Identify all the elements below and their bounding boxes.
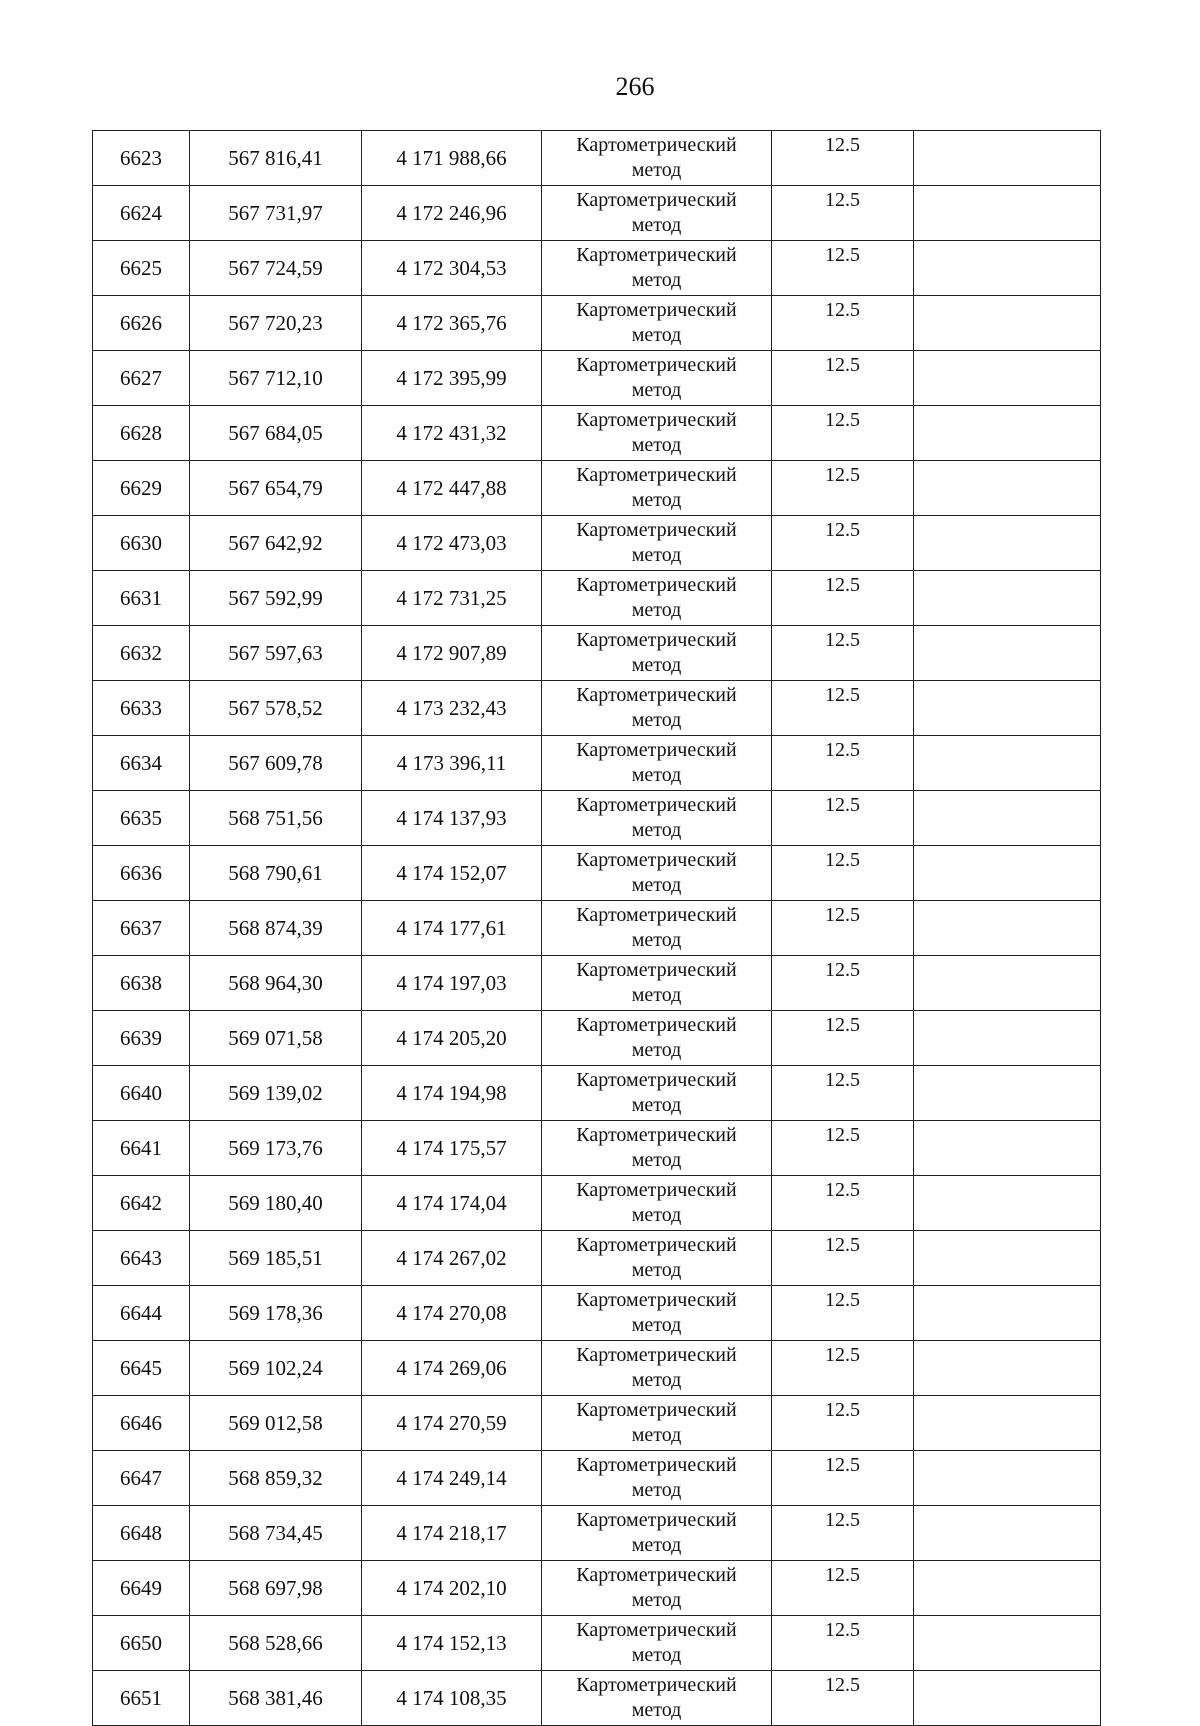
y-coordinate-cell: 4 171 988,66 bbox=[362, 131, 542, 186]
y-coordinate-cell: 4 173 232,43 bbox=[362, 681, 542, 736]
note-cell bbox=[914, 956, 1101, 1011]
note-cell bbox=[914, 516, 1101, 571]
x-coordinate-cell: 567 724,59 bbox=[190, 241, 362, 296]
note-cell bbox=[914, 1396, 1101, 1451]
method-line2: метод bbox=[631, 1424, 682, 1446]
y-coordinate-cell: 4 172 395,99 bbox=[362, 351, 542, 406]
method-line1: Картометрический bbox=[576, 739, 737, 761]
method-cell bbox=[542, 1066, 772, 1121]
method-line1: Картометрический bbox=[576, 849, 737, 871]
method-cell bbox=[542, 1506, 772, 1561]
y-coordinate-cell: 4 174 108,35 bbox=[362, 1671, 542, 1726]
table-row bbox=[93, 791, 1101, 846]
method-line1: Картометрический bbox=[576, 1014, 737, 1036]
method-cell bbox=[542, 1011, 772, 1066]
x-coordinate-cell: 569 173,76 bbox=[190, 1121, 362, 1176]
method-cell bbox=[542, 901, 772, 956]
method-line1: Картометрический bbox=[576, 1564, 737, 1586]
x-coordinate-cell: 567 720,23 bbox=[190, 296, 362, 351]
method-line1: Картометрический bbox=[576, 519, 737, 541]
method-cell bbox=[542, 571, 772, 626]
x-coordinate-cell: 567 592,99 bbox=[190, 571, 362, 626]
x-coordinate-cell: 569 185,51 bbox=[190, 1231, 362, 1286]
note-cell bbox=[914, 1451, 1101, 1506]
point-number-cell: 6645 bbox=[93, 1341, 190, 1396]
method-line2: метод bbox=[631, 1644, 682, 1666]
accuracy-cell: 12.5 bbox=[772, 1616, 914, 1671]
method-line1: Картометрический bbox=[576, 1619, 737, 1641]
table-row bbox=[93, 1231, 1101, 1286]
x-coordinate-cell: 569 180,40 bbox=[190, 1176, 362, 1231]
x-coordinate-cell: 567 731,97 bbox=[190, 186, 362, 241]
method-cell bbox=[542, 186, 772, 241]
point-number-cell: 6634 bbox=[93, 736, 190, 791]
table-row bbox=[93, 1671, 1101, 1726]
point-number-cell: 6639 bbox=[93, 1011, 190, 1066]
y-coordinate-cell: 4 174 267,02 bbox=[362, 1231, 542, 1286]
x-coordinate-cell: 567 597,63 bbox=[190, 626, 362, 681]
x-coordinate-cell: 567 578,52 bbox=[190, 681, 362, 736]
y-coordinate-cell: 4 174 202,10 bbox=[362, 1561, 542, 1616]
y-coordinate-cell: 4 172 473,03 bbox=[362, 516, 542, 571]
method-line2: метод bbox=[631, 709, 682, 731]
x-coordinate-cell: 567 654,79 bbox=[190, 461, 362, 516]
y-coordinate-cell: 4 172 304,53 bbox=[362, 241, 542, 296]
accuracy-cell: 12.5 bbox=[772, 1341, 914, 1396]
note-cell bbox=[914, 296, 1101, 351]
y-coordinate-cell: 4 172 365,76 bbox=[362, 296, 542, 351]
accuracy-cell: 12.5 bbox=[772, 1066, 914, 1121]
method-cell bbox=[542, 626, 772, 681]
accuracy-cell: 12.5 bbox=[772, 1506, 914, 1561]
table-row bbox=[93, 1561, 1101, 1616]
x-coordinate-cell: 568 874,39 bbox=[190, 901, 362, 956]
note-cell bbox=[914, 1231, 1101, 1286]
accuracy-cell: 12.5 bbox=[772, 516, 914, 571]
method-line2: метод bbox=[631, 764, 682, 786]
method-line1: Картометрический bbox=[576, 629, 737, 651]
coordinates-table bbox=[92, 130, 1101, 1726]
method-line2: метод bbox=[631, 324, 682, 346]
y-coordinate-cell: 4 174 152,13 bbox=[362, 1616, 542, 1671]
method-line1: Картометрический bbox=[576, 464, 737, 486]
y-coordinate-cell: 4 172 447,88 bbox=[362, 461, 542, 516]
x-coordinate-cell: 569 102,24 bbox=[190, 1341, 362, 1396]
method-line2: метод bbox=[631, 929, 682, 951]
x-coordinate-cell: 568 734,45 bbox=[190, 1506, 362, 1561]
point-number-cell: 6625 bbox=[93, 241, 190, 296]
accuracy-cell: 12.5 bbox=[772, 1396, 914, 1451]
method-line1: Картометрический bbox=[576, 794, 737, 816]
method-line2: метод bbox=[631, 1204, 682, 1226]
table-row bbox=[93, 1341, 1101, 1396]
point-number-cell: 6633 bbox=[93, 681, 190, 736]
point-number-cell: 6649 bbox=[93, 1561, 190, 1616]
method-line1: Картометрический bbox=[576, 1179, 737, 1201]
method-line2: метод bbox=[631, 1094, 682, 1116]
point-number-cell: 6638 bbox=[93, 956, 190, 1011]
x-coordinate-cell: 568 964,30 bbox=[190, 956, 362, 1011]
method-line2: метод bbox=[631, 544, 682, 566]
method-cell bbox=[542, 1616, 772, 1671]
method-line2: метод bbox=[631, 1589, 682, 1611]
accuracy-cell: 12.5 bbox=[772, 956, 914, 1011]
table-row bbox=[93, 1176, 1101, 1231]
method-line1: Картометрический bbox=[576, 299, 737, 321]
method-cell bbox=[542, 131, 772, 186]
method-cell bbox=[542, 1561, 772, 1616]
y-coordinate-cell: 4 172 431,32 bbox=[362, 406, 542, 461]
page-number: 266 bbox=[615, 72, 655, 101]
y-coordinate-cell: 4 174 269,06 bbox=[362, 1341, 542, 1396]
point-number-cell: 6632 bbox=[93, 626, 190, 681]
method-line2: метод bbox=[631, 984, 682, 1006]
y-coordinate-cell: 4 174 270,59 bbox=[362, 1396, 542, 1451]
table-row bbox=[93, 351, 1101, 406]
y-coordinate-cell: 4 174 205,20 bbox=[362, 1011, 542, 1066]
note-cell bbox=[914, 241, 1101, 296]
y-coordinate-cell: 4 172 731,25 bbox=[362, 571, 542, 626]
method-cell bbox=[542, 1231, 772, 1286]
accuracy-cell: 12.5 bbox=[772, 846, 914, 901]
note-cell bbox=[914, 1616, 1101, 1671]
table-row bbox=[93, 1506, 1101, 1561]
point-number-cell: 6644 bbox=[93, 1286, 190, 1341]
method-line2: метод bbox=[631, 269, 682, 291]
method-line1: Картометрический bbox=[576, 409, 737, 431]
method-cell bbox=[542, 1451, 772, 1506]
method-line1: Картометрический bbox=[576, 1674, 737, 1696]
y-coordinate-cell: 4 174 249,14 bbox=[362, 1451, 542, 1506]
x-coordinate-cell: 567 816,41 bbox=[190, 131, 362, 186]
accuracy-cell: 12.5 bbox=[772, 1561, 914, 1616]
method-line2: метод bbox=[631, 599, 682, 621]
note-cell bbox=[914, 1286, 1101, 1341]
y-coordinate-cell: 4 173 396,11 bbox=[362, 736, 542, 791]
table-row bbox=[93, 901, 1101, 956]
table-row bbox=[93, 1121, 1101, 1176]
point-number-cell: 6628 bbox=[93, 406, 190, 461]
method-cell bbox=[542, 791, 772, 846]
accuracy-cell: 12.5 bbox=[772, 1011, 914, 1066]
y-coordinate-cell: 4 174 194,98 bbox=[362, 1066, 542, 1121]
x-coordinate-cell: 568 697,98 bbox=[190, 1561, 362, 1616]
accuracy-cell: 12.5 bbox=[772, 1121, 914, 1176]
note-cell bbox=[914, 681, 1101, 736]
table-row bbox=[93, 406, 1101, 461]
method-line2: метод bbox=[631, 654, 682, 676]
method-line2: метод bbox=[631, 1534, 682, 1556]
point-number-cell: 6651 bbox=[93, 1671, 190, 1726]
note-cell bbox=[914, 1176, 1101, 1231]
method-line2: метод bbox=[631, 434, 682, 456]
method-cell bbox=[542, 516, 772, 571]
method-line2: метод bbox=[631, 1149, 682, 1171]
note-cell bbox=[914, 1066, 1101, 1121]
accuracy-cell: 12.5 bbox=[772, 406, 914, 461]
y-coordinate-cell: 4 174 197,03 bbox=[362, 956, 542, 1011]
note-cell bbox=[914, 736, 1101, 791]
note-cell bbox=[914, 1506, 1101, 1561]
note-cell bbox=[914, 186, 1101, 241]
accuracy-cell: 12.5 bbox=[772, 571, 914, 626]
x-coordinate-cell: 567 642,92 bbox=[190, 516, 362, 571]
note-cell bbox=[914, 1011, 1101, 1066]
table-row bbox=[93, 846, 1101, 901]
method-line2: метод bbox=[631, 214, 682, 236]
x-coordinate-cell: 569 012,58 bbox=[190, 1396, 362, 1451]
table-row bbox=[93, 736, 1101, 791]
table-row bbox=[93, 1451, 1101, 1506]
method-line1: Картометрический bbox=[576, 189, 737, 211]
point-number-cell: 6647 bbox=[93, 1451, 190, 1506]
method-line2: метод bbox=[631, 159, 682, 181]
point-number-cell: 6636 bbox=[93, 846, 190, 901]
table-row bbox=[93, 461, 1101, 516]
table-row bbox=[93, 1616, 1101, 1671]
coordinates-table-body bbox=[93, 131, 1101, 1726]
x-coordinate-cell: 568 528,66 bbox=[190, 1616, 362, 1671]
table-row bbox=[93, 241, 1101, 296]
x-coordinate-cell: 567 684,05 bbox=[190, 406, 362, 461]
y-coordinate-cell: 4 174 152,07 bbox=[362, 846, 542, 901]
accuracy-cell: 12.5 bbox=[772, 131, 914, 186]
y-coordinate-cell: 4 174 218,17 bbox=[362, 1506, 542, 1561]
method-cell bbox=[542, 241, 772, 296]
accuracy-cell: 12.5 bbox=[772, 241, 914, 296]
method-line1: Картометрический bbox=[576, 1069, 737, 1091]
method-line1: Картометрический bbox=[576, 1234, 737, 1256]
accuracy-cell: 12.5 bbox=[772, 1286, 914, 1341]
note-cell bbox=[914, 571, 1101, 626]
note-cell bbox=[914, 1121, 1101, 1176]
method-line1: Картометрический bbox=[576, 959, 737, 981]
note-cell bbox=[914, 791, 1101, 846]
point-number-cell: 6635 bbox=[93, 791, 190, 846]
table-row bbox=[93, 571, 1101, 626]
note-cell bbox=[914, 846, 1101, 901]
table-row bbox=[93, 1011, 1101, 1066]
y-coordinate-cell: 4 172 246,96 bbox=[362, 186, 542, 241]
method-cell bbox=[542, 1176, 772, 1231]
point-number-cell: 6631 bbox=[93, 571, 190, 626]
point-number-cell: 6640 bbox=[93, 1066, 190, 1121]
x-coordinate-cell: 568 381,46 bbox=[190, 1671, 362, 1726]
point-number-cell: 6623 bbox=[93, 131, 190, 186]
method-line2: метод bbox=[631, 379, 682, 401]
method-cell bbox=[542, 296, 772, 351]
y-coordinate-cell: 4 174 174,04 bbox=[362, 1176, 542, 1231]
note-cell bbox=[914, 351, 1101, 406]
method-line1: Картометрический bbox=[576, 1344, 737, 1366]
point-number-cell: 6643 bbox=[93, 1231, 190, 1286]
method-line2: метод bbox=[631, 1699, 682, 1721]
x-coordinate-cell: 567 712,10 bbox=[190, 351, 362, 406]
method-line2: метод bbox=[631, 1259, 682, 1281]
method-line2: метод bbox=[631, 1314, 682, 1336]
point-number-cell: 6637 bbox=[93, 901, 190, 956]
method-cell bbox=[542, 351, 772, 406]
note-cell bbox=[914, 901, 1101, 956]
method-cell bbox=[542, 461, 772, 516]
note-cell bbox=[914, 1561, 1101, 1616]
accuracy-cell: 12.5 bbox=[772, 461, 914, 516]
accuracy-cell: 12.5 bbox=[772, 1451, 914, 1506]
point-number-cell: 6626 bbox=[93, 296, 190, 351]
note-cell bbox=[914, 131, 1101, 186]
point-number-cell: 6624 bbox=[93, 186, 190, 241]
method-cell bbox=[542, 1286, 772, 1341]
accuracy-cell: 12.5 bbox=[772, 186, 914, 241]
note-cell bbox=[914, 1341, 1101, 1396]
note-cell bbox=[914, 406, 1101, 461]
point-number-cell: 6629 bbox=[93, 461, 190, 516]
x-coordinate-cell: 569 139,02 bbox=[190, 1066, 362, 1121]
table-row bbox=[93, 956, 1101, 1011]
accuracy-cell: 12.5 bbox=[772, 1671, 914, 1726]
x-coordinate-cell: 568 790,61 bbox=[190, 846, 362, 901]
x-coordinate-cell: 568 859,32 bbox=[190, 1451, 362, 1506]
method-line1: Картометрический bbox=[576, 354, 737, 376]
method-line1: Картометрический bbox=[576, 1454, 737, 1476]
method-cell bbox=[542, 956, 772, 1011]
method-cell bbox=[542, 736, 772, 791]
method-cell bbox=[542, 1121, 772, 1176]
method-line2: метод bbox=[631, 489, 682, 511]
y-coordinate-cell: 4 172 907,89 bbox=[362, 626, 542, 681]
method-line2: метод bbox=[631, 1039, 682, 1061]
y-coordinate-cell: 4 174 175,57 bbox=[362, 1121, 542, 1176]
method-line2: метод bbox=[631, 819, 682, 841]
point-number-cell: 6642 bbox=[93, 1176, 190, 1231]
method-line1: Картометрический bbox=[576, 134, 737, 156]
table-row bbox=[93, 1066, 1101, 1121]
accuracy-cell: 12.5 bbox=[772, 736, 914, 791]
method-line1: Картометрический bbox=[576, 1289, 737, 1311]
point-number-cell: 6630 bbox=[93, 516, 190, 571]
point-number-cell: 6646 bbox=[93, 1396, 190, 1451]
x-coordinate-cell: 568 751,56 bbox=[190, 791, 362, 846]
method-line1: Картометрический bbox=[576, 574, 737, 596]
method-cell bbox=[542, 681, 772, 736]
method-line2: метод bbox=[631, 1479, 682, 1501]
point-number-cell: 6627 bbox=[93, 351, 190, 406]
accuracy-cell: 12.5 bbox=[772, 351, 914, 406]
method-line2: метод bbox=[631, 1369, 682, 1391]
y-coordinate-cell: 4 174 177,61 bbox=[362, 901, 542, 956]
table-row bbox=[93, 186, 1101, 241]
accuracy-cell: 12.5 bbox=[772, 681, 914, 736]
point-number-cell: 6648 bbox=[93, 1506, 190, 1561]
point-number-cell: 6650 bbox=[93, 1616, 190, 1671]
method-line2: метод bbox=[631, 874, 682, 896]
method-cell bbox=[542, 406, 772, 461]
note-cell bbox=[914, 626, 1101, 681]
y-coordinate-cell: 4 174 270,08 bbox=[362, 1286, 542, 1341]
table-row bbox=[93, 1286, 1101, 1341]
method-cell bbox=[542, 1341, 772, 1396]
method-cell bbox=[542, 1671, 772, 1726]
table-row bbox=[93, 296, 1101, 351]
method-cell bbox=[542, 1396, 772, 1451]
method-line1: Картометрический bbox=[576, 1399, 737, 1421]
table-row bbox=[93, 131, 1101, 186]
table-row bbox=[93, 681, 1101, 736]
table-row bbox=[93, 1396, 1101, 1451]
note-cell bbox=[914, 461, 1101, 516]
method-cell bbox=[542, 846, 772, 901]
accuracy-cell: 12.5 bbox=[772, 1231, 914, 1286]
x-coordinate-cell: 567 609,78 bbox=[190, 736, 362, 791]
point-number-cell: 6641 bbox=[93, 1121, 190, 1176]
method-line1: Картометрический bbox=[576, 904, 737, 926]
x-coordinate-cell: 569 071,58 bbox=[190, 1011, 362, 1066]
accuracy-cell: 12.5 bbox=[772, 296, 914, 351]
accuracy-cell: 12.5 bbox=[772, 901, 914, 956]
method-line1: Картометрический bbox=[576, 684, 737, 706]
table-row bbox=[93, 516, 1101, 571]
accuracy-cell: 12.5 bbox=[772, 626, 914, 681]
note-cell bbox=[914, 1671, 1101, 1726]
method-line1: Картометрический bbox=[576, 1124, 737, 1146]
method-line1: Картометрический bbox=[576, 244, 737, 266]
accuracy-cell: 12.5 bbox=[772, 791, 914, 846]
method-line1: Картометрический bbox=[576, 1509, 737, 1531]
y-coordinate-cell: 4 174 137,93 bbox=[362, 791, 542, 846]
accuracy-cell: 12.5 bbox=[772, 1176, 914, 1231]
table-row bbox=[93, 626, 1101, 681]
x-coordinate-cell: 569 178,36 bbox=[190, 1286, 362, 1341]
